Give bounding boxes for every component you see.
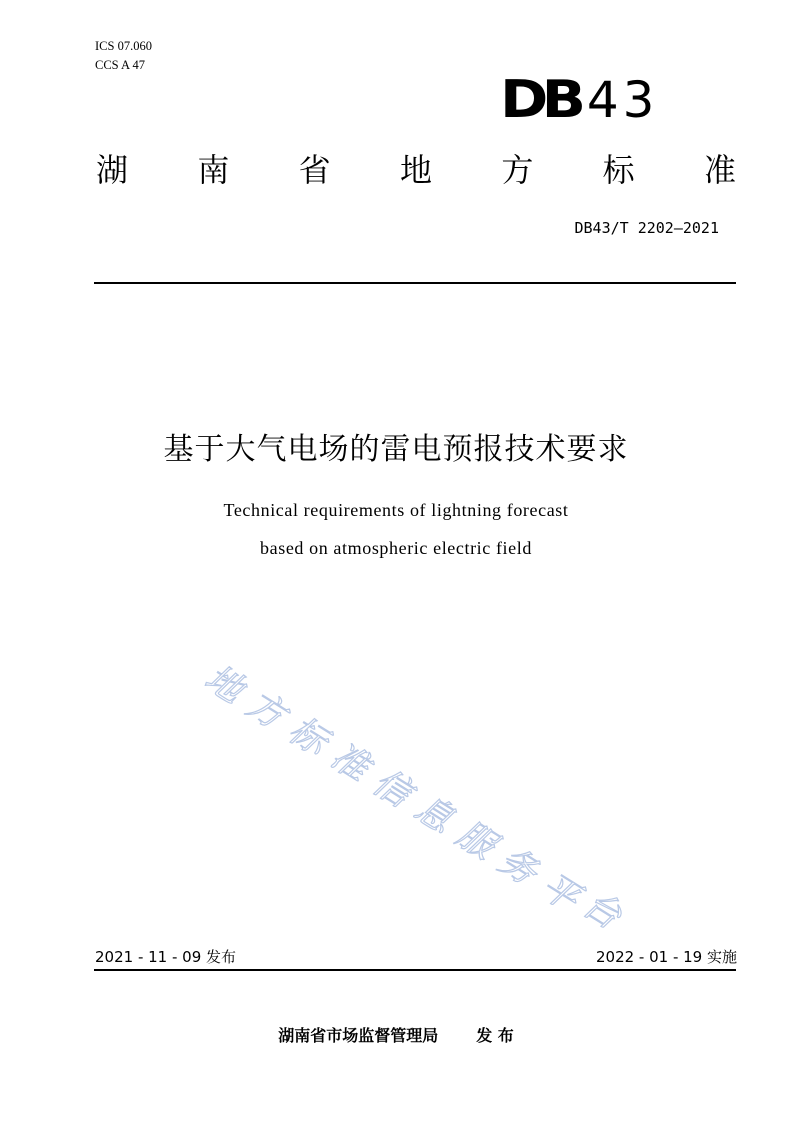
watermark-char: 准 [323,735,376,790]
document-title-en-line1: Technical requirements of lightning forecast [223,500,569,520]
ccs-code: CCS A 47 [95,58,146,72]
watermark-char: 方 [239,683,292,738]
ics-code: ICS 07.060 [95,39,152,53]
standard-type-char: 地 [399,151,432,189]
watermark-char: 标 [281,709,334,764]
bottom-divider [94,969,736,971]
top-divider [94,282,736,284]
standard-type-char: 省 [298,151,331,189]
standard-type-char: 标 [602,151,635,189]
watermark-char: 平 [533,865,586,920]
effective-date: 2022 - 01 - 19 实施 [595,948,737,966]
publisher-action: 发 布 [476,1026,514,1045]
standard-code: DB43/T 2202—2021 [574,219,719,237]
publisher-org: 湖南省市场监督管理局 [278,1026,439,1045]
standard-type-char: 湖 [96,151,129,189]
watermark-char: 息 [407,787,460,842]
watermark-char: 台 [575,883,628,938]
watermark-char: 服 [449,813,502,868]
publisher-line [0,1024,792,1048]
issue-date: 2021 - 11 - 09 发布 [95,948,237,966]
watermark-char: 务 [491,839,544,894]
db-province-number: 43 [586,71,659,129]
watermark-char: 地 [197,657,250,712]
watermark-char: 信 [365,761,418,816]
standard-type-char: 准 [703,151,736,189]
classification-codes [95,37,152,75]
watermark [197,656,646,938]
db-mark: DB [500,70,580,130]
standard-type-char: 方 [501,151,534,189]
standard-type-heading [96,148,736,192]
document-title-en-line2: based on atmospheric electric field [260,538,532,558]
standard-type-char: 南 [197,151,230,189]
document-title-zh: 基于大气电场的雷电预报技术要求 [163,432,629,467]
db-logo [500,70,659,130]
